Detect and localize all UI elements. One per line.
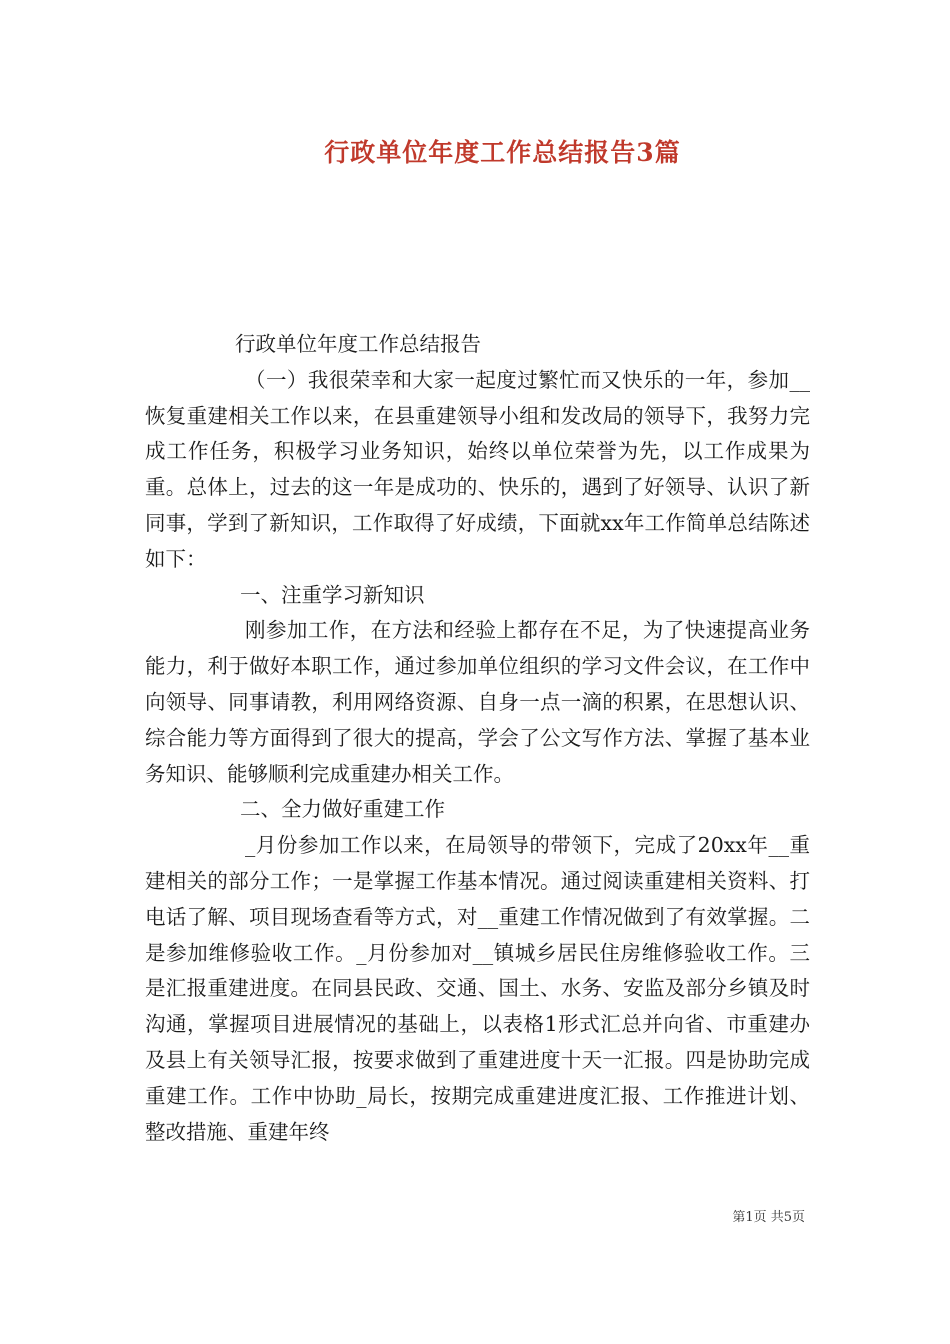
section-heading-2: 二、全力做好重建工作 xyxy=(240,797,445,822)
document-subtitle: 行政单位年度工作总结报告 xyxy=(235,332,481,356)
document-title: 行政单位年度工作总结报告3篇 xyxy=(324,138,681,167)
intro-paragraph: （一）我很荣幸和大家一起度过繁忙而又快乐的一年，参加__恢复重建相关工作以来，在县重建领导小组和发改局的领导下，我努力完成工作任务，积极学习业务知识，始终以单位荣誉为先，以工作成果为重。总体上，过去的这一年是成功的、快乐的，遇到了好领导、认识了新同事，学到了新知识，工作取得了好成绩，下面就xx年工作简单总结陈述如下： xyxy=(145,367,810,571)
document-body xyxy=(145,327,810,1150)
section-paragraph-2: _月份参加工作以来，在局领导的带领下，完成了20xx年__重建相关的部分工作；一是掌握工作基本情况。通过阅读重建相关资料、打电话了解、项目现场查看等方式，对__重建工作情况做到了有效掌握。二是参加维修验收工作。_月份参加对__镇城乡居民住房维修验收工作。三是汇报重建进度。在同县民政、交通、国土、水务、安监及部分乡镇及时沟通，掌握项目进展情况的基础上，以表格1形式汇总并向省、市重建办及县上有关领导汇报，按要求做到了重建进度十天一汇报。四是协助完成重建工作。工作中协助_局长，按期完成重建进度汇报、工作推进计划、整改措施、重建年终 xyxy=(145,833,810,1144)
page-number-footer: 第1页 共5页 xyxy=(732,1210,805,1225)
section-paragraph-1: 刚参加工作，在方法和经验上都存在不足，为了快速提高业务能力，利于做好本职工作，通过参加单位组织的学习文件会议，在工作中向领导、同事请教，利用网络资源、自身一点一滴的积累，在思想认识、综合能力等方面得到了很大的提高，学会了公文写作方法、掌握了基本业务知识、能够顺利完成重建办相关工作。 xyxy=(145,618,810,786)
section-heading-1: 一、注重学习新知识 xyxy=(240,582,425,607)
